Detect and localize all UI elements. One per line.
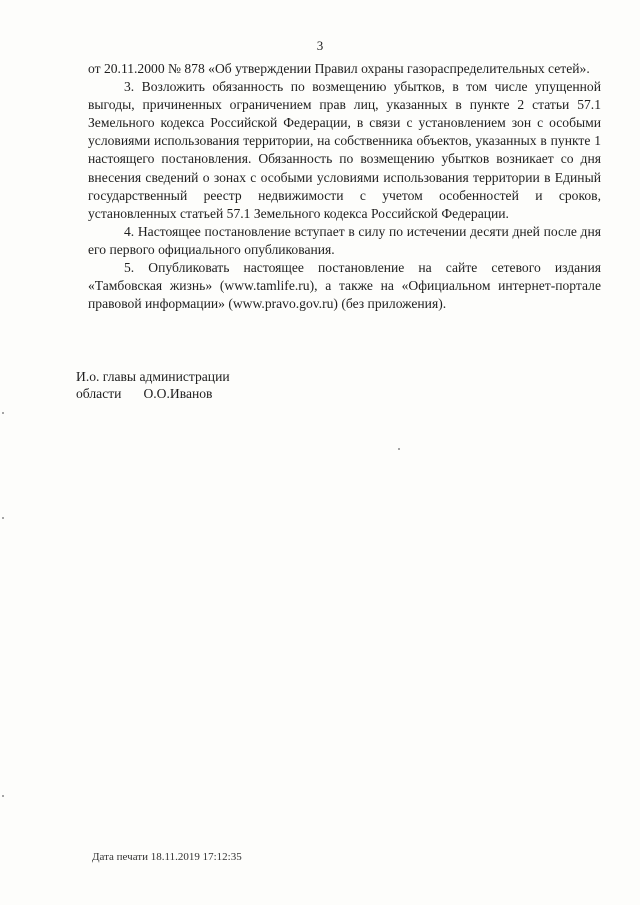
scan-speck	[398, 448, 400, 450]
paragraph-item-4: 4. Настоящее постановление вступает в силу по истечении десяти дней после дня его первого официального опубликования.	[88, 223, 601, 257]
scan-speck	[2, 412, 4, 414]
document-body	[88, 60, 601, 313]
paragraph-item-3: 3. Возложить обязанность по возмещению убытков, в том числе упущенной выгоды, причиненных ограничением прав лиц, указанных в пункте 2 статьи 57.1 Земельного кодекса Российской Федерации, в связи с установлением зон с особыми условиями использования территории, на собственника объектов, указанных в пункте 1 настоящего постановления. Обязанность по возмещению убытков возникает со дня внесения сведений о зонах с особыми условиями использования территории в Единый государственный реестр недвижимости с учетом особенностей и сроков, установленных статьей 57.1 Земельного кодекса Российской Федерации.	[88, 79, 601, 221]
page-number: 3	[316, 38, 324, 53]
paragraph-item-5: 5. Опубликовать настоящее постановление на сайте сетевого издания «Тамбовская жизнь» (www.tamlife.ru), а также на «Официальном интернет-портале правовой информации» (www.pravo.gov.ru) (без приложения).	[88, 260, 601, 312]
signature-block	[76, 368, 230, 402]
paragraph-continuation: от 20.11.2000 № 878 «Об утверждении Правил охраны газораспределительных сетей».	[88, 61, 590, 76]
signatory-name: О.О.Иванов	[143, 386, 213, 401]
print-date: Дата печати 18.11.2019 17:12:35	[92, 851, 242, 863]
scan-speck	[2, 517, 4, 519]
signature-title-line2: области	[76, 386, 122, 401]
signature-title-line1: И.о. главы администрации	[76, 369, 230, 384]
signature-line2	[76, 385, 230, 402]
scan-speck	[2, 795, 4, 797]
